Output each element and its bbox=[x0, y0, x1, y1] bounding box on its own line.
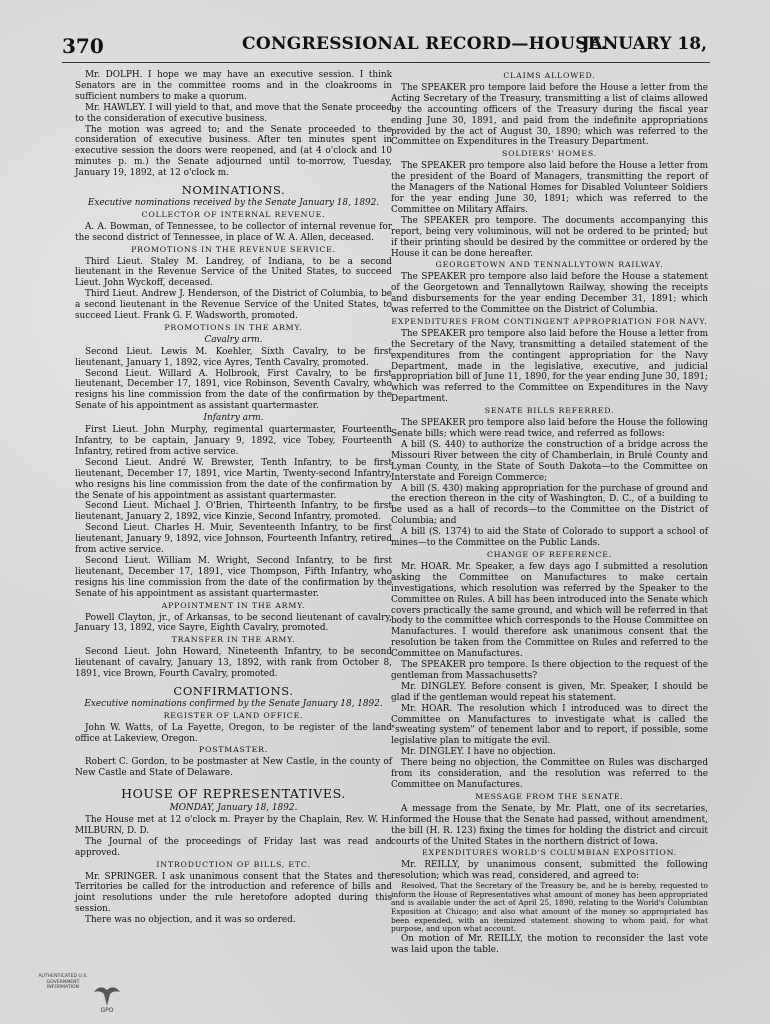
subsection-heading: MESSAGE FROM THE SENATE. bbox=[475, 791, 624, 801]
paragraph: Second Lieut. Willard A. Holbrook, First Cavalry, to be first lieutenant, December 17, 1891, vice Robinson, Seventh Cavalry, who resigns his line commission from the date of the confirmation by the Senate of his appointment as assistant quartermaster. bbox=[75, 368, 392, 412]
paragraph: The SPEAKER pro tempore. The documents accompanying this report, being very voluminous, will not be ordered to be printed; but if their printing should be desired by the committee or ordered by the House it can be done hereafter. bbox=[391, 215, 708, 259]
paragraph: There being no objection, the Committee on Rules was discharged from its consideration, and the resolution was referred to the Committee on Manufactures. bbox=[391, 758, 708, 790]
paragraph: Mr. HAWLEY. I will yield to that, and move that the Senate proceed to the consideration of executive business. bbox=[75, 102, 392, 124]
paragraph: A bill (S. 1374) to aid the State of Colorado to support a school of mines—to the Committee on the Public Lands. bbox=[391, 527, 708, 549]
subsection-heading: PROMOTIONS IN THE ARMY. bbox=[164, 322, 303, 332]
paragraph: The Journal of the proceedings of Friday last was read and approved. bbox=[75, 836, 392, 858]
paragraph: The SPEAKER pro tempore also laid before the House a statement of the Georgetown and Tennallytown Railway, showing the receipts and disbursements for the year ending December 31, 1891; which was referred to the Committee on the District of Columbia. bbox=[391, 272, 708, 316]
paragraph: Robert C. Gordon, to be postmaster at New Castle, in the county of New Castle and State of Delaware. bbox=[75, 757, 392, 779]
paragraph: Third Lieut. Andrew J. Henderson, of the District of Columbia, to be a second lieutenant in the Revenue Service of the United States, to succeed Lieut. Frank G. F. Wadsworth, promoted. bbox=[75, 289, 392, 322]
paragraph: Second Lieut. Michael J. O'Brien, Thirteenth Infantry, to be first lieutenant, January 2, 1892, vice Kinzie, Second Infantry, promoted. bbox=[75, 501, 392, 523]
paragraph: Second Lieut. Charles H. Muir, Seventeenth Infantry, to be first lieutenant, January 9, 1892, vice Johnson, Fourteenth Infantry, retired from active service. bbox=[75, 523, 392, 556]
resolution-text: Resolved, That the Secretary of the Treasury be, and he is hereby, requested to inform the House of Representatives what amount of money has been appropriated and is available under the act of April 25, 1890, relating to the World's Columbian Exposition at Chicago; and also what amount of the money so appropriated has been expended, with an itemized statement showing to whom paid, for what purpose, and upon what account. bbox=[391, 881, 708, 934]
paragraph: The SPEAKER pro tempore. Is there objection to the request of the gentleman from Massachusetts? bbox=[391, 660, 708, 681]
subsection-heading: GEORGETOWN AND TENNALLYTOWN RAILWAY. bbox=[435, 260, 664, 270]
subsection-heading: SOLDIERS' HOMES. bbox=[502, 149, 597, 159]
arm-heading: Infantry arm. bbox=[203, 413, 264, 424]
subsection-heading: CHANGE OF REFERENCE. bbox=[486, 549, 613, 559]
paragraph: Powell Clayton, jr., of Arkansas, to be second lieutenant of cavalry, January 13, 1892, vice Sayre, Eighth Cavalry, promoted. bbox=[75, 612, 392, 634]
paragraph: A message from the Senate, by Mr. Platt, one of its secretaries, informed the House that the Senate had passed, without amendment, the bill (H. R. 123) fixing the times for holding the district and circuit courts of the United States in the northern district of Iowa. bbox=[391, 803, 708, 847]
paragraph: The House met at 12 o'clock m. Prayer by the Chaplain, Rev. W. H. MILBURN, D. D. bbox=[75, 815, 392, 836]
paragraph: There was no objection, and it was so ordered. bbox=[85, 915, 296, 926]
paragraph: Second Lieut. William M. Wright, Second Infantry, to be first lieutenant, December 17, 1891, vice Thompson, Fifth Infantry, who resigns his line commission from the date of the confirmation by the Senate of his appointment as assistant quartermaster. bbox=[75, 555, 392, 599]
left-column bbox=[75, 70, 392, 926]
paragraph: Third Lieut. Staley M. Landrey, of Indiana, to be a second lieutenant in the Revenue Service of the United States, to succeed Lieut. John Wyckoff, deceased. bbox=[75, 256, 392, 289]
page-number: 370 bbox=[62, 34, 104, 58]
paragraph: A bill (S. 430) making appropriation for the purchase of ground and the erection thereon in the city of Washington, D. C., of a building to be used as a hall of records—to the Committee on the District of Columbia; and bbox=[391, 483, 708, 527]
paragraph: The SPEAKER pro tempore also laid before the House the following Senate bills; which were read twice, and referred as follows: bbox=[391, 418, 708, 439]
right-column bbox=[391, 70, 708, 956]
subsection-heading: REGISTER OF LAND OFFICE. bbox=[163, 710, 304, 720]
paragraph: Mr. DOLPH. I hope we may have an executive session. I think Senators are in the committee rooms and in the cloakrooms in sufficient numbers to make a quorum. bbox=[75, 70, 392, 102]
section-subheading: Executive nominations confirmed by the Senate January 18, 1892. bbox=[84, 698, 383, 709]
paragraph: Mr. HOAR. The resolution which I introduced was to direct the Committee on Manufactures to investigate what is called the "sweating system" of tenement labor and to report, if possible, some legislative plan to mitigate the evil. bbox=[391, 703, 708, 747]
paragraph: Mr. SPRINGER. I ask unanimous consent that the States and the Territories be called for the introduction and reference of bills and joint resolutions under the rule heretofore adopted during this session. bbox=[75, 871, 392, 915]
subsection-heading: EXPENDITURES FROM CONTINGENT APPROPRIATION FOR NAVY. bbox=[391, 316, 708, 326]
paragraph: Second Lieut. John Howard, Nineteenth Infantry, to be second lieutenant of cavalry, January 13, 1892, with rank from October 8, 1891, vice Brown, Fourth Cavalry, promoted. bbox=[75, 647, 392, 680]
paragraph: John W. Watts, of La Fayette, Oregon, to be register of the land office at Lakeview, Oregon. bbox=[75, 722, 392, 744]
paragraph: Mr. DINGLEY. I have no objection. bbox=[401, 747, 556, 758]
paragraph: Second Lieut. Lewis M. Koehler, Sixth Cavalry, to be first lieutenant, January 1, 1892, vice Ayres, Tenth Cavalry, promoted. bbox=[75, 346, 392, 368]
running-title: CONGRESSIONAL RECORD—HOUSE. bbox=[242, 34, 608, 54]
house-heading: HOUSE OF REPRESENTATIVES. bbox=[121, 786, 346, 802]
subsection-heading: APPOINTMENT IN THE ARMY. bbox=[161, 600, 306, 610]
arm-heading: Cavalry arm. bbox=[204, 334, 263, 345]
stamp-text: AUTHENTICATED U.S. GOVERNMENT INFORMATION bbox=[38, 974, 88, 991]
paragraph: Mr. DINGLEY. Before consent is given, Mr. Speaker, I should be glad if the gentleman would repeat his statement. bbox=[391, 681, 708, 703]
authentication-stamp bbox=[34, 974, 124, 1016]
gpo-eagle-icon bbox=[90, 980, 124, 1014]
paragraph: A. A. Bowman, of Tennessee, to be collector of internal revenue for the second district of Tennessee, in place of W. A. Allen, deceased. bbox=[75, 221, 392, 243]
paragraph: The SPEAKER pro tempore laid before the House a letter from the Acting Secretary of the Treasury, transmitting a list of claims allowed by the accounting officers of the Treasury during the fiscal year ending June 30, 1891, and paid from the indefinite appropriations provided by the act of August 30, 1890; which was referred to the Committee on Expenditures in the Treasury Department. bbox=[391, 82, 708, 148]
subsection-heading: CLAIMS ALLOWED. bbox=[503, 71, 596, 80]
paragraph: Second Lieut. André W. Brewster, Tenth Infantry, to be first lieutenant, December 17, 1891, vice Martin, Twenty-second Infantry, who resigns his line commission from the date of the confirmation by the Senate of his appointment as assistant quartermaster. bbox=[75, 457, 392, 501]
subsection-heading: INTRODUCTION OF BILLS, ETC. bbox=[156, 859, 311, 869]
section-subheading: Executive nominations received by the Senate January 18, 1892. bbox=[87, 197, 380, 208]
subsection-heading: POSTMASTER. bbox=[198, 745, 269, 755]
subsection-heading: SENATE BILLS REFERRED. bbox=[484, 406, 615, 416]
section-heading: NOMINATIONS. bbox=[181, 183, 286, 198]
house-date: MONDAY, January 18, 1892. bbox=[169, 803, 298, 814]
section-heading: CONFIRMATIONS. bbox=[173, 683, 294, 698]
paragraph: The SPEAKER pro tempore also laid before the House a letter from the president of the Board of Managers, transmitting the report of the Managers of the National Homes for Disabled Volunteer Soldiers for the year ending June 30, 1891; which was referred to the Committee on Military Affairs. bbox=[391, 161, 708, 215]
header-rule bbox=[62, 62, 710, 63]
page-header bbox=[62, 34, 707, 60]
paragraph: A bill (S. 440) to authorize the construction of a bridge across the Missouri River between the city of Chamberlain, in Brulé County and Lyman County, in the State of South Dakota—to the Committee on Interstate and Foreign Commerce; bbox=[391, 439, 708, 483]
stamp-logo-text: GPO bbox=[100, 1007, 114, 1014]
paragraph: The motion was agreed to; and the Senate proceeded to the consideration of executive business. After ten minutes spent in executive session the doors were reopened, and (at 4 o'clock and 10 minutes p. m.) the Senate adjourned until to-morrow, Tuesday, January 19, 1892, at 12 o'clock m. bbox=[75, 124, 392, 179]
subsection-heading: COLLECTOR OF INTERNAL REVENUE. bbox=[141, 209, 326, 219]
paragraph: Mr. REILLY, by unanimous consent, submitted the following resolution; which was read, considered, and agreed to: bbox=[391, 860, 708, 882]
subsection-heading: EXPENDITURES WORLD'S COLUMBIAN EXPOSITION. bbox=[422, 848, 677, 858]
subsection-heading: TRANSFER IN THE ARMY. bbox=[171, 635, 296, 645]
paragraph: On motion of Mr. REILLY, the motion to reconsider the last vote was laid upon the table. bbox=[391, 933, 708, 955]
paragraph: The SPEAKER pro tempore also laid before the House a letter from the Secretary of the Navy, transmitting a detailed statement of the expenditures from the contingent appropriation for the Navy Department, made in the legislative, executive, and judicial appropriation bill of June 11, 1890, for the year ending June 30, 1891; which was referred to the Committee on Expenditures in the Navy Department. bbox=[391, 328, 708, 405]
running-date: JANUARY 18, bbox=[581, 34, 707, 54]
paragraph: First Lieut. John Murphy, regimental quartermaster, Fourteenth Infantry, to be captain, January 9, 1892, vice Tobey, Fourteenth Infantry, retired from active service. bbox=[75, 425, 392, 457]
subsection-heading: PROMOTIONS IN THE REVENUE SERVICE. bbox=[131, 244, 336, 254]
paragraph: Mr. HOAR. Mr. Speaker, a few days ago I submitted a resolution asking the Committee on Manufactures to make certain investigations, which resolution was referred by the Speaker to the Committee on Rules. A bill has been introduced into the Senate which covers practically the same ground, and which will be referred in that body to the committee which corresponds to the House Committee on Manufactures. I would therefore ask unanimous consent that the resolution be taken from the Committee on Rules and referred to the Committee on Manufactures. bbox=[391, 561, 708, 660]
